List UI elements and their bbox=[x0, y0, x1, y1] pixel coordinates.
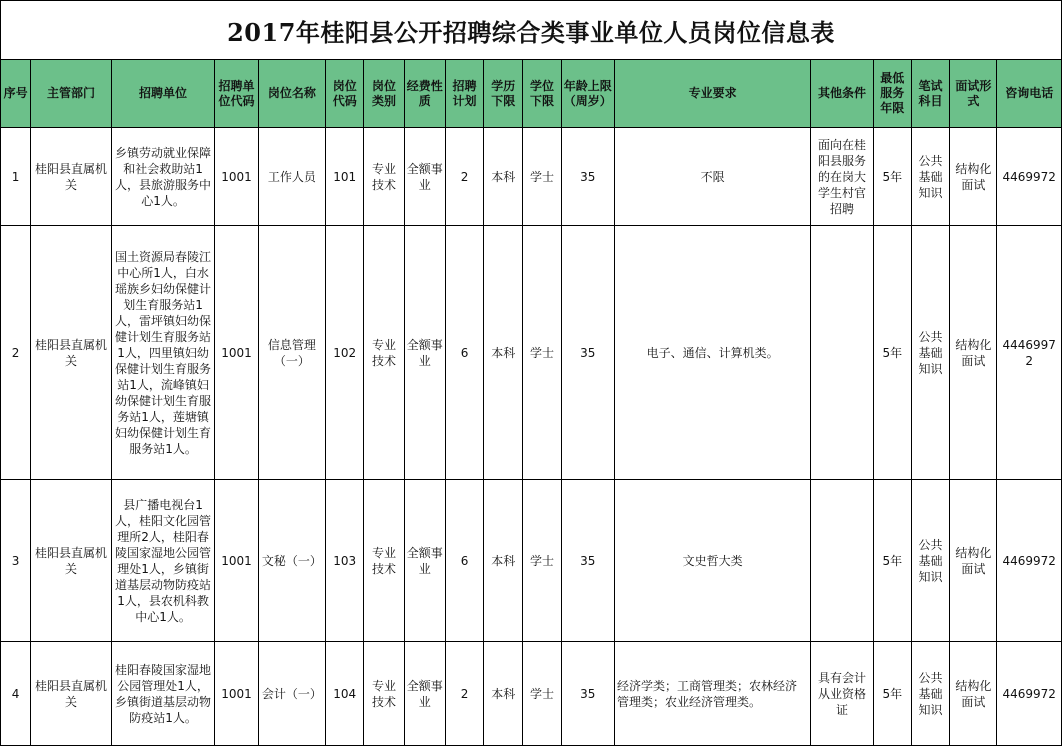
col-header-post: 岗位名称 bbox=[258, 60, 325, 128]
cell-age: 35 bbox=[561, 226, 614, 480]
cell-age: 35 bbox=[561, 642, 614, 746]
header-row bbox=[1, 60, 1062, 128]
col-header-exam: 笔试科目 bbox=[911, 60, 949, 128]
cell-exam: 公共基础知识 bbox=[911, 128, 949, 226]
cell-major: 经济学类；工商管理类；农林经济管理类；农业经济管理类。 bbox=[614, 642, 810, 746]
cell-plan: 6 bbox=[445, 226, 483, 480]
table-row bbox=[1, 128, 1062, 226]
cell-unit: 乡镇劳动就业保障和社会救助站1人，县旅游服务中心1人。 bbox=[111, 128, 215, 226]
job-info-table bbox=[0, 59, 1062, 746]
cell-phone: 4469972 bbox=[997, 642, 1062, 746]
col-header-post-code: 岗位代码 bbox=[326, 60, 364, 128]
cell-other bbox=[811, 480, 873, 642]
cell-dept: 桂阳县直属机关 bbox=[31, 480, 112, 642]
cell-plan: 2 bbox=[445, 128, 483, 226]
cell-years: 5年 bbox=[873, 226, 911, 480]
cell-unit: 县广播电视台1人，桂阳文化园管理所2人，桂阳春陵国家湿地公园管理处1人，乡镇街道基层动物防疫站1人，县农机科教中心1人。 bbox=[111, 480, 215, 642]
col-header-dept: 主管部门 bbox=[31, 60, 112, 128]
cell-phone: 4469972 bbox=[997, 128, 1062, 226]
cell-category: 专业技术 bbox=[364, 128, 404, 226]
cell-unit-code: 1001 bbox=[215, 642, 258, 746]
cell-unit: 国土资源局春陵江中心所1人，白水瑶族乡妇幼保健计划生育服务站1人，雷坪镇妇幼保健计划生育服务站1人，四里镇妇幼保健计划生育服务站1人，流峰镇妇幼保健计划生育服务站1人，莲塘镇妇幼保健计划生育服务站1人。 bbox=[111, 226, 215, 480]
cell-exam: 公共基础知识 bbox=[911, 480, 949, 642]
cell-post-code: 101 bbox=[326, 128, 364, 226]
cell-dept: 桂阳县直属机关 bbox=[31, 226, 112, 480]
col-header-interview: 面试形式 bbox=[950, 60, 997, 128]
cell-post: 信息管理（一） bbox=[258, 226, 325, 480]
col-header-category: 岗位类别 bbox=[364, 60, 404, 128]
cell-degree: 学士 bbox=[523, 128, 561, 226]
cell-edu: 本科 bbox=[484, 226, 523, 480]
cell-other bbox=[811, 226, 873, 480]
cell-interview: 结构化面试 bbox=[950, 480, 997, 642]
cell-funding: 全额事业 bbox=[404, 480, 445, 642]
cell-post-code: 103 bbox=[326, 480, 364, 642]
cell-degree: 学士 bbox=[523, 642, 561, 746]
cell-other: 面向在桂阳县服务的在岗大学生村官招聘 bbox=[811, 128, 873, 226]
cell-post-code: 102 bbox=[326, 226, 364, 480]
table-row bbox=[1, 226, 1062, 480]
cell-years: 5年 bbox=[873, 480, 911, 642]
col-header-no: 序号 bbox=[1, 60, 31, 128]
table-row bbox=[1, 642, 1062, 746]
cell-interview: 结构化面试 bbox=[950, 642, 997, 746]
cell-unit-code: 1001 bbox=[215, 226, 258, 480]
cell-age: 35 bbox=[561, 128, 614, 226]
cell-post: 工作人员 bbox=[258, 128, 325, 226]
col-header-unit-code: 招聘单位代码 bbox=[215, 60, 258, 128]
cell-edu: 本科 bbox=[484, 128, 523, 226]
cell-no: 3 bbox=[1, 480, 31, 642]
cell-interview: 结构化面试 bbox=[950, 226, 997, 480]
cell-post: 会计（一） bbox=[258, 642, 325, 746]
col-header-edu: 学历下限 bbox=[484, 60, 523, 128]
col-header-phone: 咨询电话 bbox=[997, 60, 1062, 128]
cell-plan: 2 bbox=[445, 642, 483, 746]
cell-category: 专业技术 bbox=[364, 480, 404, 642]
cell-exam: 公共基础知识 bbox=[911, 226, 949, 480]
cell-years: 5年 bbox=[873, 128, 911, 226]
cell-unit-code: 1001 bbox=[215, 480, 258, 642]
col-header-degree: 学位下限 bbox=[523, 60, 561, 128]
col-header-funding: 经费性质 bbox=[404, 60, 445, 128]
cell-funding: 全额事业 bbox=[404, 128, 445, 226]
cell-dept: 桂阳县直属机关 bbox=[31, 128, 112, 226]
cell-no: 1 bbox=[1, 128, 31, 226]
col-header-major: 专业要求 bbox=[614, 60, 810, 128]
cell-post: 文秘（一） bbox=[258, 480, 325, 642]
cell-other: 具有会计从业资格证 bbox=[811, 642, 873, 746]
cell-exam: 公共基础知识 bbox=[911, 642, 949, 746]
col-header-years: 最低服务年限 bbox=[873, 60, 911, 128]
cell-degree: 学士 bbox=[523, 480, 561, 642]
cell-unit: 桂阳春陵国家湿地公园管理处1人，乡镇街道基层动物防疫站1人。 bbox=[111, 642, 215, 746]
col-header-plan: 招聘计划 bbox=[445, 60, 483, 128]
cell-interview: 结构化面试 bbox=[950, 128, 997, 226]
cell-post-code: 104 bbox=[326, 642, 364, 746]
page-title: 2017年桂阳县公开招聘综合类事业单位人员岗位信息表 bbox=[0, 0, 1062, 60]
cell-unit-code: 1001 bbox=[215, 128, 258, 226]
cell-edu: 本科 bbox=[484, 642, 523, 746]
cell-major: 电子、通信、计算机类。 bbox=[614, 226, 810, 480]
cell-plan: 6 bbox=[445, 480, 483, 642]
cell-major: 文史哲大类 bbox=[614, 480, 810, 642]
cell-phone: 4469972 bbox=[997, 480, 1062, 642]
cell-phone: 44469972 bbox=[997, 226, 1062, 480]
cell-major: 不限 bbox=[614, 128, 810, 226]
cell-age: 35 bbox=[561, 480, 614, 642]
cell-funding: 全额事业 bbox=[404, 226, 445, 480]
cell-edu: 本科 bbox=[484, 480, 523, 642]
cell-funding: 全额事业 bbox=[404, 642, 445, 746]
cell-category: 专业技术 bbox=[364, 226, 404, 480]
cell-years: 5年 bbox=[873, 642, 911, 746]
col-header-unit: 招聘单位 bbox=[111, 60, 215, 128]
table-row bbox=[1, 480, 1062, 642]
cell-degree: 学士 bbox=[523, 226, 561, 480]
col-header-other: 其他条件 bbox=[811, 60, 873, 128]
col-header-age: 年龄上限（周岁） bbox=[561, 60, 614, 128]
cell-category: 专业技术 bbox=[364, 642, 404, 746]
cell-no: 4 bbox=[1, 642, 31, 746]
cell-no: 2 bbox=[1, 226, 31, 480]
cell-dept: 桂阳县直属机关 bbox=[31, 642, 112, 746]
